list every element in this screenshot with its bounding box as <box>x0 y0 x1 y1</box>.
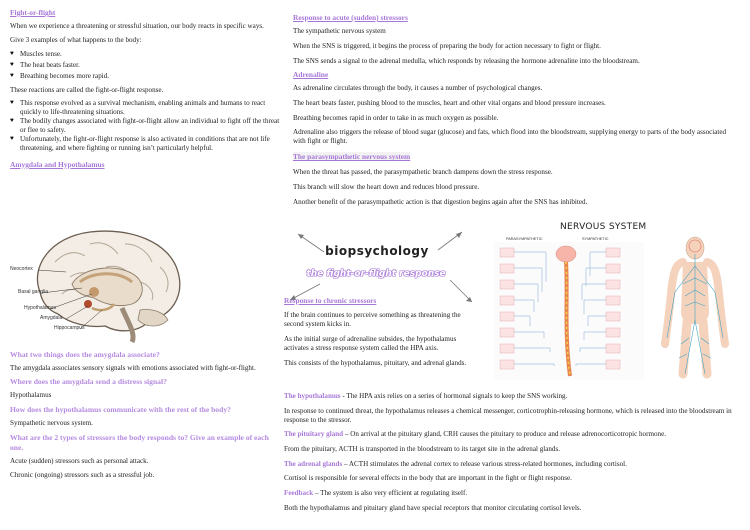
arrow-head <box>456 232 462 238</box>
hypothalamus-para <box>284 392 740 401</box>
hypothalamus-term: The hypothalamus <box>284 392 341 400</box>
adrenaline-heading: Adrenaline <box>293 69 329 79</box>
acute-p2: When the SNS is triggered, it begins the process of preparing the body for action necessary to fight or flight. <box>293 41 601 50</box>
brain-icon <box>10 222 190 344</box>
fight-heading: Fight-or-flight <box>10 8 56 17</box>
adrenal-term: The adrenal glands <box>284 459 343 468</box>
symp-label: SYMPATHETIC <box>582 237 609 241</box>
feedback-p2: Both the hypothalamus and pituitary gland have special receptors that monitor circulating cortisol levels. <box>284 504 582 513</box>
basal-label: Basal ganglia <box>18 289 49 295</box>
pituitary-p2: From the pituitary, ACTH is transported in the bloodstream to its target site in the adrenal glands. <box>284 444 561 453</box>
question-3: How does the hypothalamus communicate with the rest of the body? <box>10 405 231 415</box>
list-item: ♥ This response evolved as a survival mechanism, enabling animals and humans to react quickly to life-threatening situations. <box>10 99 286 117</box>
pituitary-text: – On arrival at the pituitary gland, CRH causes the pituitary to produce and release adrenocorticotropic hormone. <box>343 429 666 438</box>
question-1: What two things does the amygdala associate? <box>10 350 160 359</box>
para-p3: Another benefit of the parasympathetic action is that digestion begins again after the SNS has inhibited. <box>293 198 588 207</box>
adr-p2: The heart beats faster, pushing blood to the muscles, heart and other vital organs and blood pressure increases. <box>293 98 606 107</box>
chronic-heading: Response to chronic stressors <box>284 296 377 305</box>
chronic-intro-block <box>284 296 480 368</box>
hypothalamus-label: Hypothalamus <box>24 305 56 311</box>
list-item: ♥ Muscles tense. <box>10 50 286 59</box>
brain-illustration <box>10 222 190 344</box>
neocortex-label: Neocortex <box>10 266 33 272</box>
list-item: ♥ Breathing becomes more rapid. <box>10 72 286 81</box>
para-p1: When the threat has passed, the parasympathetic branch dampens down the stress response. <box>293 168 553 177</box>
list-item: ♥ The heat beats faster. <box>10 61 286 70</box>
amygdala-heading: Amygdala and Hypothalamus <box>10 159 105 169</box>
answer-1: The amygdala associates sensory signals with emotions associated with fight-or-flight. <box>10 364 256 373</box>
questions-block <box>10 350 282 480</box>
para-p2: This branch will slow the heart down and reduces blood pressure. <box>293 183 480 192</box>
nervous-system-diagram <box>490 222 745 384</box>
center-title: biopsychology <box>325 244 429 258</box>
pituitary-para <box>284 430 740 439</box>
acute-p1: The sympathetic nervous system <box>293 27 386 35</box>
bullet-list <box>10 99 286 152</box>
center-subtitle: the fight-or-flight response <box>306 269 446 279</box>
question-4: What are the 2 types of stressors the body responds to? Give an example of each one. <box>10 433 269 452</box>
list-item: ♥ Unfortunately, the fight-or-flight response is also activated in conditions that are not life threatening, and where fighting or running isn’t particularly helpful. <box>10 135 286 153</box>
reactions-text: These reactions are called the fight-or-flight response. <box>10 85 164 94</box>
list-item: ♥ The bodily changes associated with fight-or-flight allow an individual to fight off the threat or flee to safety. <box>10 117 286 135</box>
adr-p3: Breathing becomes rapid in order to take in as much oxygen as possible. <box>293 113 499 122</box>
answer-3: Sympathetic nervous system. <box>10 419 93 428</box>
adrenal-para <box>284 460 740 469</box>
adrenal-text: – ACTH stimulates the adrenal cortex to release various stress-related hormones, including cortisol. <box>342 459 627 468</box>
acute-p3: The SNS sends a signal to the adrenal medulla, which responds by releasing the hormone adrenaline into the bloodstream. <box>293 56 640 65</box>
adrenal-p2: Cortisol is responsible for several effects in the body that are important in the fight or flight response. <box>284 474 572 483</box>
give3-text: Give 3 examples of what happens to the body: <box>10 35 142 44</box>
chronic-p3: This consists of the hypothalamus, pituitary, and adrenal glands. <box>284 358 467 367</box>
chronic-p2: As the initial surge of adrenaline subsides, the hypothalamus activates a stress response system called the HPA axis. <box>284 334 457 352</box>
arrow-head <box>298 234 304 239</box>
adr-p1: As adrenaline circulates through the body, it causes a number of psychological changes. <box>293 83 543 92</box>
left-column <box>10 8 286 169</box>
nervous-title: NERVOUS SYSTEM <box>560 222 647 232</box>
para-label: PARASYMPATHETIC <box>506 237 543 241</box>
answer-2: Hypothalamus <box>10 391 52 400</box>
hypothalamus-text: - The HPA axis relies on a series of hormonal signals to keep the SNS working. <box>340 392 568 400</box>
feedback-para <box>284 489 740 498</box>
question-2: Where does the amygdala send a distress signal? <box>10 377 167 387</box>
intro-text: When we experience a threatening or stressful situation, our body reacts in specific ways. <box>10 22 264 30</box>
amygdala-label: Amygdala <box>40 315 63 321</box>
feedback-text: – The system is also very efficient at regulating itself. <box>313 489 468 498</box>
chronic-p1: If the brain continues to perceive something as threatening the second system kicks in. <box>284 311 461 328</box>
adr-p4: Adrenaline also triggers the release of blood sugar (glucose) and fats, which flood into the bloodstream, supplying energy to parts of the body associated with fight or flight. <box>293 128 727 146</box>
organs-chart-icon <box>494 242 644 380</box>
answer-4a: Acute (sudden) stressors such as personal attack. <box>10 456 149 465</box>
pituitary-term: The pituitary gland <box>284 429 344 438</box>
answer-4b: Chronic (ongoing) stressors such as a stressful job. <box>10 470 155 479</box>
para-heading: The parasympathetic nervous system <box>293 152 411 162</box>
hippocampus-label: Hippocampus <box>54 325 85 331</box>
acute-heading: Response to acute (sudden) stressors <box>293 13 408 22</box>
right-column <box>293 13 739 207</box>
examples-list <box>10 50 286 81</box>
chronic-detail-block <box>284 392 740 513</box>
feedback-term: Feedback <box>284 489 314 498</box>
hypothalamus-p2: In response to continued threat, the hypothalamus releases a chemical messenger, corticotrophin-releasing hormone, which is released into the bloodstream in response to the stressor. <box>284 406 732 424</box>
human-body-icon <box>653 234 738 382</box>
